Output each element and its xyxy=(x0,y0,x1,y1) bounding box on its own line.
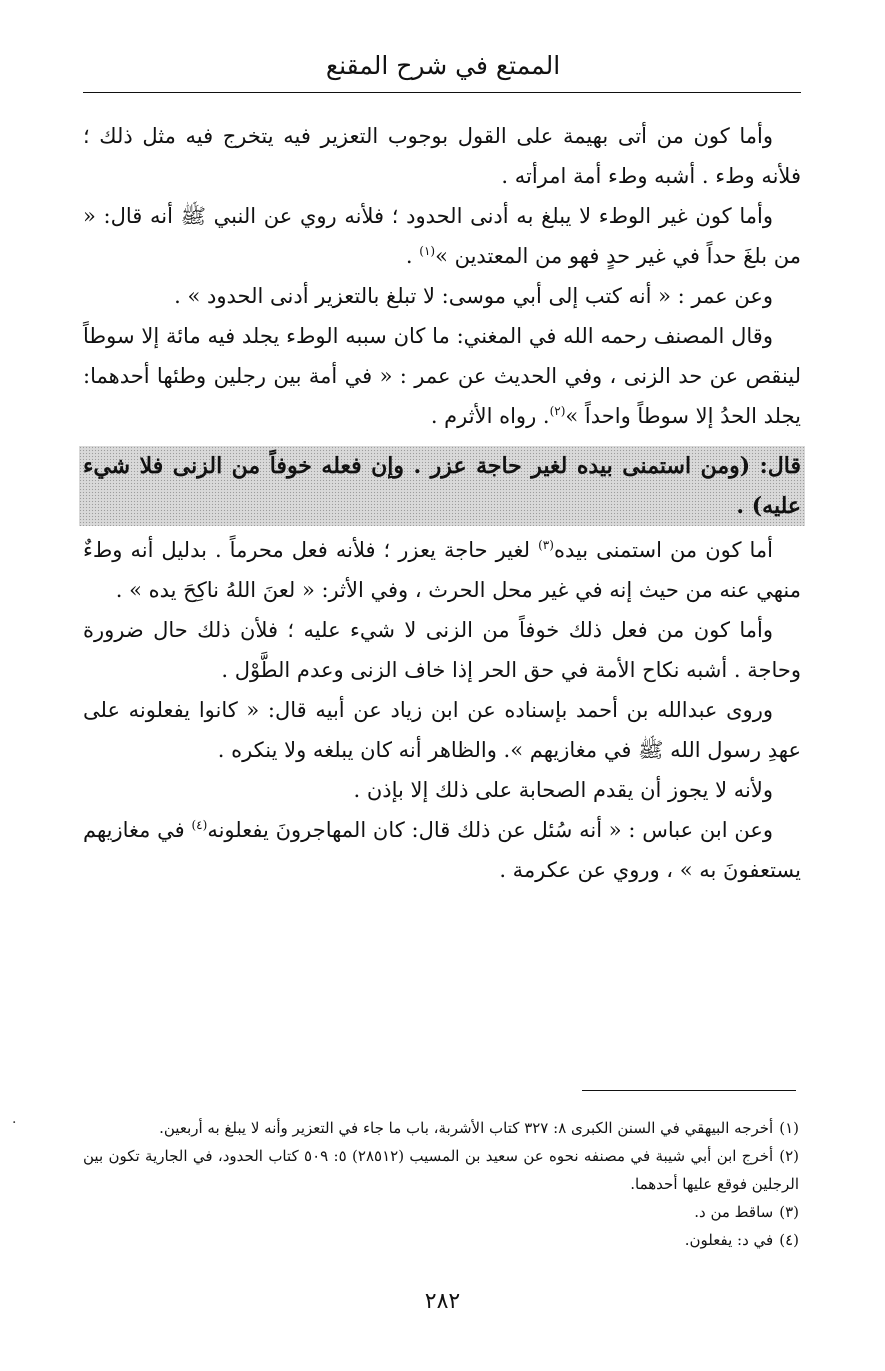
footnote-number: (٣) xyxy=(779,1203,799,1221)
footnote-number: (٤) xyxy=(779,1231,799,1249)
footnote-1 xyxy=(83,1114,799,1142)
scan-edge-mark: · xyxy=(12,1115,17,1131)
footnote-4 xyxy=(83,1226,799,1254)
main-text xyxy=(83,116,801,890)
page-number: ٢٨٢ xyxy=(424,1289,461,1314)
footnote-ref-2[interactable]: (٢) xyxy=(549,404,566,418)
paragraph-5-text-a: أما كون من استمنى بيده xyxy=(553,538,773,562)
footnotes xyxy=(83,1114,799,1254)
paragraph-9-text-b: في مغازيهم يستعفونَ به » ، وروي عن عكرمة . xyxy=(83,818,801,882)
paragraph-1: وأما كون من أتى بهيمة على القول بوجوب التعزير فيه يتخرج فيه مثل ذلك ؛ فلأنه وطء . أشبه وطء أمة امرأته . xyxy=(83,124,801,188)
footnote-text: في د: يفعلون. xyxy=(684,1231,774,1249)
paragraph-8: ولأنه لا يجوز أن يقدم الصحابة على ذلك إلا بإذن . xyxy=(353,778,773,802)
footnote-2 xyxy=(83,1142,799,1198)
footnote-number: (١) xyxy=(779,1119,799,1137)
footnote-text: ساقط من د. xyxy=(694,1203,774,1221)
paragraph-9-text-a: وعن ابن عباس : « أنه سُئل عن ذلك قال: كان المهاجرونَ يفعلونه xyxy=(207,818,773,842)
footnote-number: (٢) xyxy=(779,1147,799,1165)
matn-highlight-block: قال: (ومن استمنى بيده لغير حاجة عزر . وإن فعله خوفاً من الزنى فلا شيء عليه) . xyxy=(79,446,805,526)
paragraph-4 xyxy=(83,316,801,436)
paragraph-3: وعن عمر : « أنه كتب إلى أبي موسى: لا تبلغ بالتعزير أدنى الحدود » . xyxy=(174,284,773,308)
paragraph-2-end: . xyxy=(405,244,420,268)
footnote-ref-4[interactable]: (٤) xyxy=(191,818,208,832)
paragraph-5-text-b: لغير حاجة يعزر ؛ فلأنه فعل محرماً . بدليل أنه وطءٌ منهي عنه من حيث إنه في غير محل الحرث ، وفي الأثر: « لعنَ اللهُ ناكِحَ يده » . xyxy=(83,538,801,602)
footnote-3 xyxy=(83,1198,799,1226)
paragraph-7: وروى عبدالله بن أحمد بإسناده عن ابن زياد عن أبيه قال: « كانوا يفعلونه على عهدِ رسول الله ﷺ في مغازيهم ». والظاهر أنه كان يبلغه ولا ينكره . xyxy=(83,698,801,762)
paragraph-4-end: . رواه الأثرم . xyxy=(430,404,550,428)
paragraph-9 xyxy=(83,810,801,890)
paragraph-2 xyxy=(83,196,801,276)
running-title: الممتع في شرح المقنع xyxy=(325,51,561,80)
paragraph-4-text: وقال المصنف رحمه الله في المغني: ما كان سببه الوطء يجلد فيه مائة إلا سوطاً لينقص عن حد الزنى ، وفي الحديث عن عمر : « في أمة بين رجلين وطئها أحدهما: يجلد الحدُ إلا سوطاً واحداً » xyxy=(83,324,801,428)
footnote-text: أخرجه البيهقي في السنن الكبرى ٨: ٣٢٧ كتاب الأشربة، باب ما جاء في التعزير وأنه لا يبلغ به أربعين. xyxy=(159,1119,774,1137)
paragraph-6: وأما كون من فعل ذلك خوفاً من الزنى لا شيء عليه ؛ فلأن ذلك حال ضرورة وحاجة . أشبه نكاح الأمة في حق الحر إذا خاف الزنى وعدم الطَّوْل . xyxy=(83,618,801,682)
paragraph-5 xyxy=(83,530,801,610)
header-rule xyxy=(83,92,801,93)
footnote-ref-1[interactable]: (١) xyxy=(419,244,436,258)
footnote-text: أخرج ابن أبي شيبة في مصنفه نحوه عن سعيد بن المسيب (٢٨٥١٢) ٥: ٥٠٩ كتاب الحدود، في الجارية تكون بين الرجلين فوقع عليها أحدهما. xyxy=(83,1147,799,1193)
footnote-separator xyxy=(582,1090,796,1091)
footnote-ref-3[interactable]: (٣) xyxy=(538,538,554,552)
paragraph-2-text: وأما كون غير الوطء لا يبلغ به أدنى الحدود ؛ فلأنه روي عن النبي ﷺ أنه قال: « من بلغَ حداً في غير حدٍ فهو من المعتدين » xyxy=(83,204,801,268)
